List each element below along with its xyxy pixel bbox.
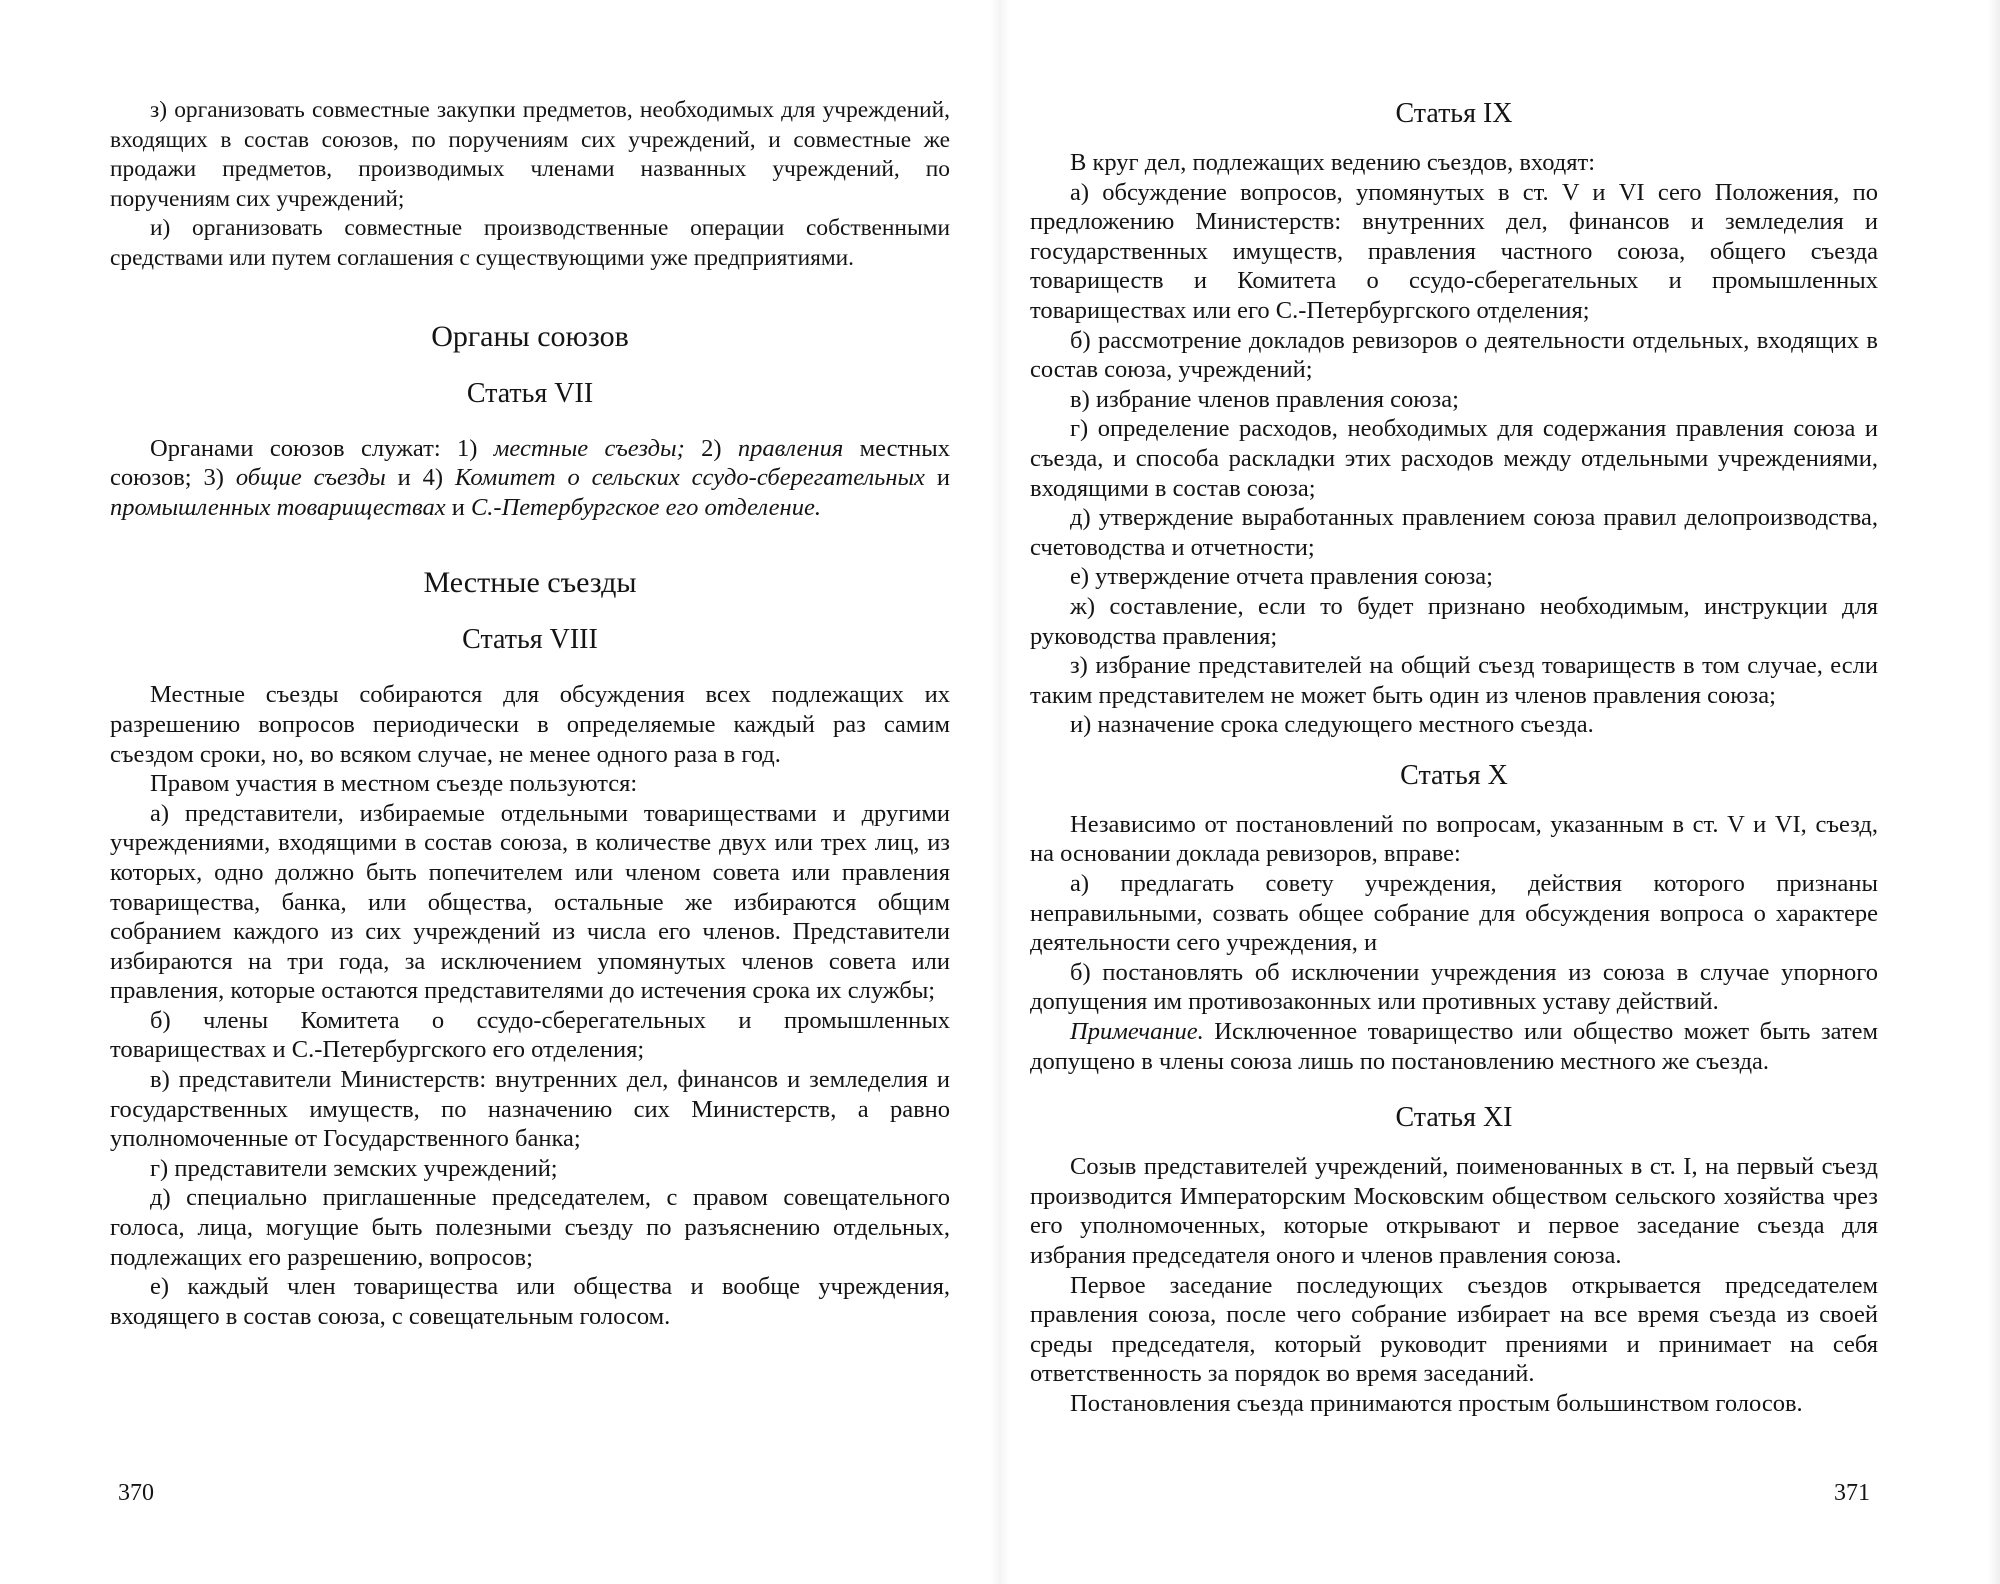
article-heading-x: Статья X [1400, 759, 1508, 791]
page-number: 370 [118, 1480, 154, 1506]
paragraph: д) утверждение выработанных правлением союза правил делопроизводства, счетоводства и отчетности; [1030, 504, 1878, 561]
section-heading-organs: Органы союзов [431, 319, 629, 353]
paragraph: и) назначение срока следующего местного съезда. [1070, 711, 1594, 739]
paragraph: е) каждый член товарищества или общества и вообще учреждения, входящего в состав союза, с совещательным голосом. [110, 1273, 950, 1330]
paragraph: в) избрание членов правления союза; [1070, 385, 1459, 413]
paragraph: Независимо от постановлений по вопросам, указанным в ст. V и VI, съезд, на основании доклада ревизоров, вправе: [1030, 810, 1878, 868]
page-right-content [1030, 96, 1878, 1419]
paragraph: Правом участия в местном съезде пользуются: [150, 770, 638, 798]
paragraph: и) организовать совместные производственные операции собственными средствами или путем соглашения с существующими уже предприятиями. [110, 215, 950, 271]
page-number: 371 [1834, 1480, 1870, 1506]
paragraph: Местные съезды собираются для обсуждения всех подлежащих их разрешению вопросов периодически в определяемые каждый раз самим съездом сроки, но, во всяком случае, не менее одного раза в год. [110, 681, 950, 768]
page-left [110, 0, 950, 1584]
section-heading-local: Местные съезды [423, 566, 637, 600]
paragraph: д) специально приглашенные председателем, с правом совещательного голоса, лица, могущие быть полезными съезду по разъяснению отдельных, подлежащих его разрешению, вопросов; [110, 1184, 950, 1271]
paragraph: В круг дел, подлежащих ведению съездов, входят: [1070, 149, 1596, 176]
paragraph: а) представители, избираемые отдельными товариществами и другими учреждениями, входящими в состав союза, в количестве двух или трех лиц, из которых, одно должно быть попечителем или членом совета или правления товарищества, банка, или общества, остальные же избираются общим собранием каждого из сих учреждений из числа его членов. Представители избираются на три года, за исключением упомянутых членов совета или правления, которые остаются представителями до истечения срока их службы; [110, 799, 950, 1005]
paragraph: Созыв представителей учреждений, поименованных в ст. I, на первый съезд производится Императорским Московским обществом сельского хозяйства чрез его уполномоченных, которые открывают и первое заседание съезда для избрания председателя оного и членов правления союза. [1030, 1153, 1878, 1269]
article-heading-xi: Статья XI [1395, 1102, 1513, 1134]
paragraph: в) представители Министерств: внутренних дел, финансов и земледелия и государственных имуществ, по назначению сих Министерств, а равно уполномоченные от Государственного банка; [110, 1066, 950, 1153]
paragraph: б) постановлять об исключении учреждения из союза в случае упорного допущения им противозаконных или противных уставу действий. [1030, 958, 1878, 1016]
paragraph: б) рассмотрение докладов ревизоров о деятельности отдельных, входящих в состав союза, учреждений; [1030, 326, 1878, 384]
paragraph: б) члены Комитета о ссудо-сберегательных и промышленных товариществах и С.-Петербургского его отделения; [110, 1006, 950, 1064]
paragraph: г) определение расходов, необходимых для содержания правления союза и съезда, и способа раскладки этих расходов между отдельными учреждениями, входящими в состав союза; [1030, 415, 1878, 502]
paragraph: а) предлагать совету учреждения, действия которого признаны неправильными, созвать общее собрание для обсуждения вопроса о характере деятельности сего учреждения, и [1030, 870, 1878, 957]
book-gutter [990, 0, 1010, 1584]
paragraph: Постановления съезда принимаются простым большинством голосов. [1070, 1389, 1803, 1417]
article-heading-viii: Статья VIII [462, 624, 598, 656]
article-heading-ix: Статья IX [1395, 98, 1513, 129]
paragraph-vii: Органами союзов служат: 1) местные съезды; 2) правления местных союзов; 3) общие съезды и 4) Комитет о сельских ссудо-сберегательных и промышленных товариществах и С.-Петербургское его отделение. [110, 434, 950, 521]
paragraph: е) утверждение отчета правления союза; [1070, 563, 1493, 591]
paragraph: Первое заседание последующих съездов открывается председателем правления союза, после чего собрание избирает на все время съезда из своей среды председателя, который руководит прениями и принимает на себя ответственность за порядок во время заседаний. [1030, 1271, 1878, 1388]
paragraph: ж) составление, если то будет признано необходимым, инструкции для руководства правления; [1030, 592, 1878, 650]
page-right [1030, 0, 1878, 1584]
paragraph: з) избрание представителей на общий съезд товариществ в том случае, если таким представителем не может быть один из членов правления союза; [1030, 652, 1878, 709]
paragraph: г) представители земских учреждений; [150, 1154, 558, 1182]
paragraph-note: Примечание. Исключенное товарищество или общество может быть затем допущено в члены союза лишь по постановлению местного же съезда. [1030, 1018, 1878, 1075]
paragraph: з) организовать совместные закупки предметов, необходимых для учреждений, входящих в состав союзов, по поручениям сих учреждений, и совместные же продажи предметов, производимых членами названных учреждений, по поручениям сих учреждений; [110, 97, 950, 212]
note-label: Примечание. [1070, 1018, 1204, 1046]
page-edge [1988, 0, 2000, 1584]
page-left-content [110, 96, 950, 1331]
paragraph: а) обсуждение вопросов, упомянутых в ст. V и VI сего Положения, по предложению Министерств: внутренних дел, финансов и земледелия и государственных имуществ, правления частного союза, общего съезда товариществ и Комитета о ссудо-сберегательных и промышленных товариществах или его С.-Петербургского отделения; [1030, 178, 1878, 324]
article-heading-vii: Статья VII [466, 377, 594, 409]
